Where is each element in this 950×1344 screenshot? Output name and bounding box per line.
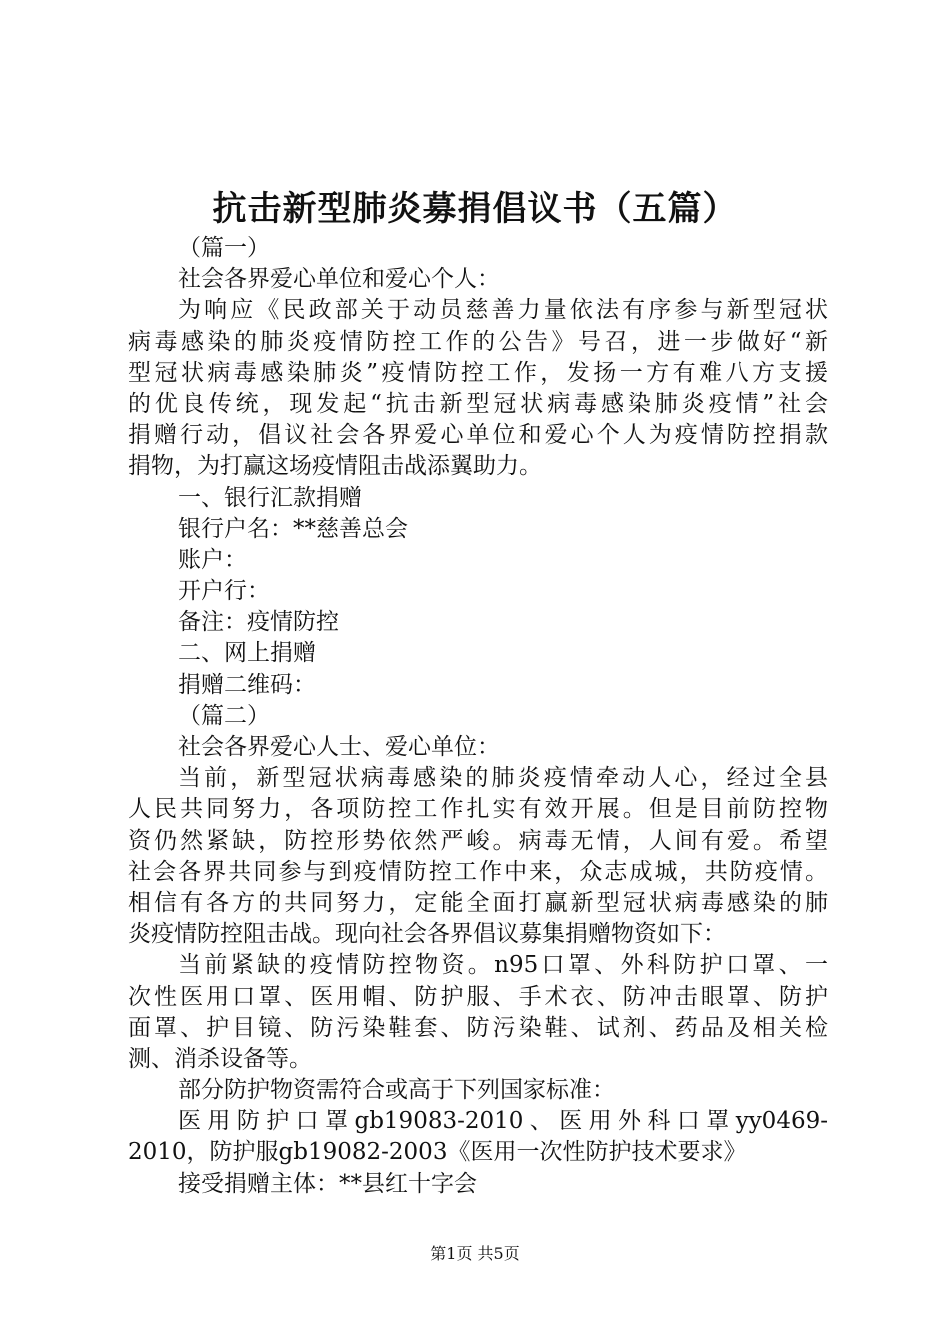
list-heading-online: 二、网上捐赠 <box>178 640 316 667</box>
document-body <box>128 233 828 1200</box>
paragraph-line: 次性医用口罩、医用帽、防护服、手术衣、防冲击眼罩、防护 <box>128 983 828 1010</box>
paragraph-line: 人民共同努力，各项防控工作扎实有效开展。但是目前防控物 <box>128 796 828 823</box>
paragraph-line: 捐赠行动，倡议社会各界爱心单位和爱心个人为疫情防控捐款 <box>128 422 828 449</box>
list-heading-bank: 一、银行汇款捐赠 <box>178 484 362 511</box>
section-heading-1: （篇一） <box>178 235 270 261</box>
bank-branch: 开户行： <box>178 578 270 605</box>
page-number-footer: 第1页 共5页 <box>430 1244 520 1263</box>
paragraph-line: 当前紧缺的疫情防控物资。n95口罩、外科防护口罩、一 <box>178 952 828 979</box>
paragraph-line: 为响应《民政部关于动员慈善力量依法有序参与新型冠状 <box>178 297 828 324</box>
paragraph-line: 炎疫情防控阻击战。现向社会各界倡议募集捐赠物资如下： <box>128 921 726 948</box>
paragraph-line: 社会各界共同参与到疫情防控工作中来，众志成城，共防疫情。 <box>128 858 828 885</box>
bank-account-name: 银行户名：**慈善总会 <box>178 515 408 542</box>
paragraph-line: 捐物，为打赢这场疫情阻击战添翼助力。 <box>128 453 542 480</box>
paragraph-line: 相信有各方的共同努力，定能全面打赢新型冠状病毒感染的肺 <box>128 889 828 916</box>
paragraph-line: 测、消杀设备等。 <box>128 1045 312 1072</box>
paragraph-line: 医用防护口罩gb19083-2010、医用外科口罩yy0469- <box>178 1108 828 1135</box>
salutation-1: 社会各界爱心单位和爱心个人： <box>178 266 500 293</box>
paragraph-line: 2010，防护服gb19082-2003《医用一次性防护技术要求》 <box>128 1139 747 1166</box>
donation-qr-label: 捐赠二维码： <box>178 671 316 698</box>
bank-note: 备注：疫情防控 <box>178 609 339 636</box>
standards-intro: 部分防护物资需符合或高于下列国家标准： <box>178 1077 615 1104</box>
paragraph-line: 当前，新型冠状病毒感染的肺炎疫情牵动人心，经过全县 <box>178 765 828 792</box>
paragraph-line: 型冠状病毒感染肺炎”疫情防控工作，发扬一方有难八方支援 <box>128 359 828 386</box>
document-title: 抗击新型肺炎募捐倡议书（五篇） <box>212 189 738 229</box>
paragraph-line: 面罩、护目镜、防污染鞋套、防污染鞋、试剂、药品及相关检 <box>128 1014 828 1041</box>
salutation-2: 社会各界爱心人士、爱心单位： <box>178 734 500 760</box>
paragraph-line: 的优良传统，现发起“抗击新型冠状病毒感染肺炎疫情”社会 <box>128 390 828 417</box>
paragraph-line: 病毒感染的肺炎疫情防控工作的公告》号召，进一步做好“新 <box>128 328 828 355</box>
section-heading-2: （篇二） <box>178 702 270 729</box>
recipient-line: 接受捐赠主体：**县红十字会 <box>178 1170 477 1197</box>
paragraph-line: 资仍然紧缺，防控形势依然严峻。病毒无情，人间有爱。希望 <box>128 827 828 854</box>
bank-account-number: 账户： <box>178 546 247 573</box>
